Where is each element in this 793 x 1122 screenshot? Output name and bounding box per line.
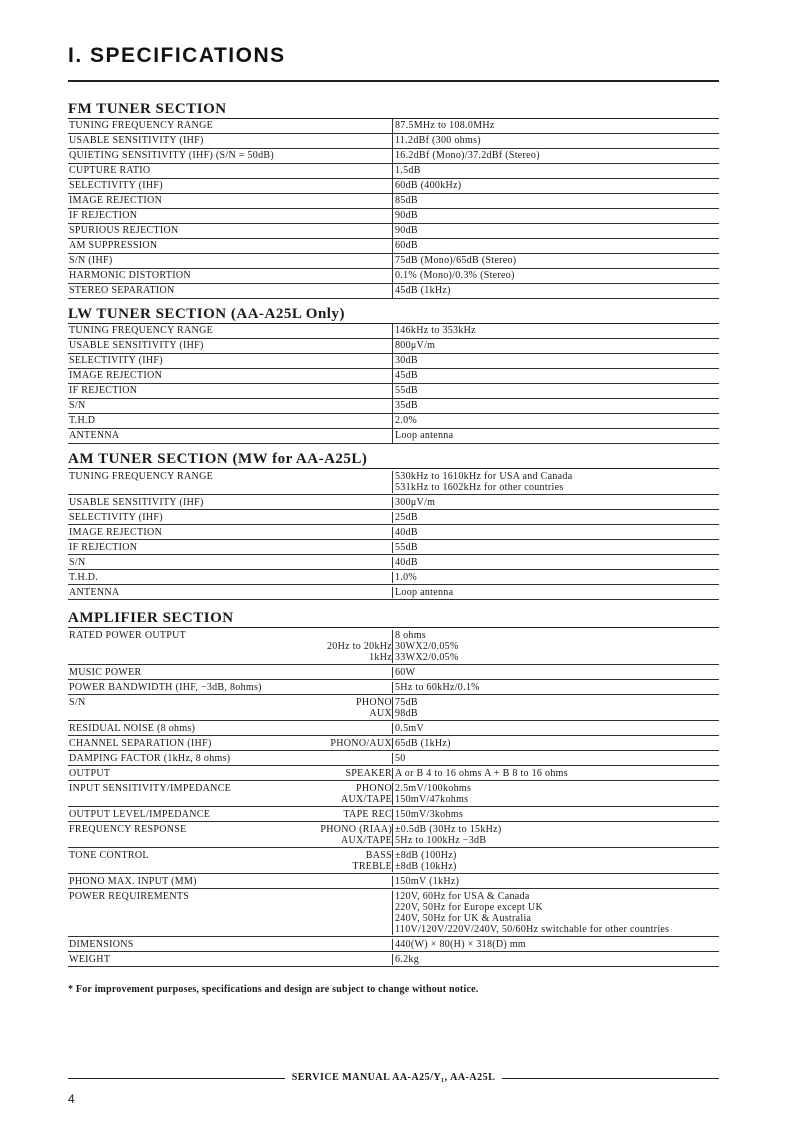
spec-label-cell: [68, 224, 392, 238]
spec-value: 33WX2/0.05%: [395, 652, 459, 663]
spec-row: [68, 628, 719, 665]
spec-value: 75dB (Mono)/65dB (Stereo): [395, 255, 517, 266]
spec-row: [68, 721, 719, 736]
spec-value: 60dB (400kHz): [395, 180, 462, 191]
spec-label: SELECTIVITY (IHF): [69, 512, 163, 523]
spec-label-cell: [68, 134, 392, 148]
spec-value-cell: [392, 824, 719, 846]
spec-label: T.H.D.: [69, 572, 99, 583]
spec-label: ANTENNA: [69, 587, 120, 598]
spec-row: [68, 848, 719, 874]
spec-condition-group: [345, 768, 392, 779]
footnote: * For improvement purposes, specifications and design are subject to change without notice.: [68, 984, 479, 995]
spec-value-cell: [392, 682, 719, 693]
spec-label: IF REJECTION: [69, 542, 138, 553]
spec-table: [68, 119, 719, 299]
footer-text: SERVICE MANUAL AA-A25/Y₁, AA-A25L: [291, 1072, 496, 1083]
spec-value-cell: [392, 876, 719, 887]
spec-value: 150mV/47kohms: [395, 794, 469, 805]
spec-value-cell: [392, 194, 719, 208]
spec-value: 240V, 50Hz for UK & Australia: [395, 913, 532, 924]
spec-value-cell: [392, 587, 719, 598]
spec-value: 110V/120V/220V/240V, 50/60Hz switchable for other countries: [395, 924, 670, 935]
spec-row: [68, 766, 719, 781]
spec-condition-group: [327, 630, 392, 663]
spec-label-cell: [68, 939, 392, 950]
spec-label: T.H.D: [69, 415, 96, 426]
spec-row: [68, 399, 719, 414]
spec-row: [68, 164, 719, 179]
spec-label-cell: [68, 512, 392, 523]
spec-value-cell: [392, 179, 719, 193]
spec-condition: PHONO (RIAA): [320, 824, 392, 835]
spec-label-cell: [68, 269, 392, 283]
spec-value-cell: [392, 429, 719, 443]
spec-label: RESIDUAL NOISE (8 ohms): [69, 723, 196, 734]
spec-label: USABLE SENSITIVITY (IHF): [69, 497, 204, 508]
spec-condition: BASS: [365, 850, 392, 861]
spec-condition: AUX/TAPE: [340, 835, 392, 846]
page-title: I. SPECIFICATIONS: [68, 44, 286, 67]
page-footer: [68, 1072, 719, 1086]
spec-value-cell: [392, 414, 719, 428]
spec-condition: PHONO: [356, 783, 392, 794]
spec-label-cell: [68, 723, 392, 734]
spec-value-cell: [392, 269, 719, 283]
spec-label: RATED POWER OUTPUT: [69, 630, 187, 641]
spec-condition: SPEAKER: [345, 768, 392, 779]
spec-value-cell: [392, 254, 719, 268]
spec-label-cell: [68, 954, 392, 965]
spec-row: [68, 149, 719, 164]
spec-value-cell: [392, 134, 719, 148]
spec-value: 220V, 50Hz for Europe except UK: [395, 902, 543, 913]
spec-label-cell: [68, 399, 392, 413]
spec-row: [68, 874, 719, 889]
spec-value: 16.2dBf (Mono)/37.2dBf (Stereo): [395, 150, 540, 161]
spec-row: [68, 570, 719, 585]
spec-label-cell: [68, 809, 392, 820]
spec-value: 30WX2/0.05%: [395, 641, 459, 652]
spec-value-cell: [392, 723, 719, 734]
spec-row: [68, 209, 719, 224]
spec-value-cell: [392, 149, 719, 163]
spec-value-cell: [392, 768, 719, 779]
spec-label: FREQUENCY RESPONSE: [69, 824, 187, 835]
spec-value-cell: [392, 384, 719, 398]
spec-row: [68, 937, 719, 952]
spec-value-cell: [392, 527, 719, 538]
spec-label-cell: [68, 369, 392, 383]
spec-label: IF REJECTION: [69, 210, 138, 221]
spec-value-cell: [392, 324, 719, 338]
spec-row: [68, 525, 719, 540]
spec-value-cell: [392, 572, 719, 583]
spec-label-cell: [68, 891, 392, 935]
spec-label: USABLE SENSITIVITY (IHF): [69, 135, 204, 146]
spec-value: 1.0%: [395, 572, 418, 583]
spec-label: OUTPUT LEVEL/IMPEDANCE: [69, 809, 211, 820]
spec-row: [68, 284, 719, 299]
spec-label-cell: [68, 164, 392, 178]
spec-condition: AUX/TAPE: [340, 794, 392, 805]
spec-condition: 20Hz to 20kHz: [327, 641, 392, 652]
spec-label-cell: [68, 429, 392, 443]
spec-label-cell: [68, 119, 392, 133]
spec-row: [68, 469, 719, 495]
spec-row: [68, 239, 719, 254]
spec-label: DIMENSIONS: [69, 939, 134, 950]
spec-value: ±0.5dB (30Hz to 15kHz): [395, 824, 502, 835]
spec-label-cell: [68, 239, 392, 253]
spec-value-cell: [392, 738, 719, 749]
spec-value: 150mV (1kHz): [395, 876, 460, 887]
spec-value: 35dB: [395, 400, 418, 411]
spec-value-cell: [392, 284, 719, 298]
spec-row: [68, 179, 719, 194]
spec-row: [68, 555, 719, 570]
spec-label-cell: [68, 850, 392, 872]
page-number: 4: [68, 1092, 75, 1106]
spec-value: 6.2kg: [395, 954, 419, 965]
spec-label: STEREO SEPARATION: [69, 285, 175, 296]
spec-row: [68, 665, 719, 680]
spec-label-cell: [68, 209, 392, 223]
spec-value: 146kHz to 353kHz: [395, 325, 476, 336]
spec-value: 440(W) × 80(H) × 318(D) mm: [395, 939, 526, 950]
spec-value-cell: [392, 512, 719, 523]
spec-value: 60dB: [395, 240, 418, 251]
spec-table: [68, 324, 719, 444]
spec-value-cell: [392, 697, 719, 719]
spec-value: A or B 4 to 16 ohms A + B 8 to 16 ohms: [395, 768, 568, 779]
spec-condition: TREBLE: [352, 861, 392, 872]
spec-label-cell: [68, 667, 392, 678]
spec-row: [68, 369, 719, 384]
footer-rule-right: [502, 1078, 719, 1079]
spec-condition: PHONO/AUX: [330, 738, 392, 749]
spec-label: SELECTIVITY (IHF): [69, 355, 163, 366]
spec-value: 1.5dB: [395, 165, 421, 176]
spec-label-cell: [68, 179, 392, 193]
spec-condition-group: [343, 809, 392, 820]
spec-value: ±8dB (100Hz): [395, 850, 457, 861]
spec-row: [68, 781, 719, 807]
spec-label: POWER REQUIREMENTS: [69, 891, 190, 902]
spec-value: 90dB: [395, 210, 418, 221]
spec-label-cell: [68, 149, 392, 163]
spec-label-cell: [68, 587, 392, 598]
spec-row: [68, 354, 719, 369]
spec-label-cell: [68, 384, 392, 398]
spec-label: USABLE SENSITIVITY (IHF): [69, 340, 204, 351]
spec-label: S/N: [69, 400, 86, 411]
spec-value: 40dB: [395, 527, 418, 538]
spec-value: 30dB: [395, 355, 418, 366]
spec-label: QUIETING SENSITIVITY (IHF) (S/N = 50dB): [69, 150, 275, 161]
spec-label: WEIGHT: [69, 954, 111, 965]
spec-label-cell: [68, 682, 392, 693]
spec-label-cell: [68, 572, 392, 583]
spec-row: [68, 324, 719, 339]
spec-condition: 1kHz: [369, 652, 392, 663]
spec-condition: PHONO: [356, 697, 392, 708]
spec-value: 60W: [395, 667, 416, 678]
spec-value-cell: [392, 239, 719, 253]
spec-condition-group: [341, 783, 392, 805]
spec-label-cell: [68, 194, 392, 208]
spec-value: 2.5mV/100kohms: [395, 783, 472, 794]
spec-label: SPURIOUS REJECTION: [69, 225, 179, 236]
spec-row: [68, 254, 719, 269]
spec-row: [68, 429, 719, 444]
spec-label-cell: [68, 783, 392, 805]
spec-value-cell: [392, 630, 719, 663]
spec-value: 150mV/3kohms: [395, 809, 464, 820]
spec-value: Loop antenna: [395, 430, 454, 441]
spec-value: 531kHz to 1602kHz for other countries: [395, 482, 564, 493]
spec-value: 8 ohms: [395, 630, 426, 641]
spec-value: 90dB: [395, 225, 418, 236]
spec-condition: [327, 630, 392, 641]
spec-value-cell: [392, 667, 719, 678]
spec-value-cell: [392, 354, 719, 368]
spec-condition-group: [330, 738, 392, 749]
spec-label: POWER BANDWIDTH (IHF, −3dB, 8ohms): [69, 682, 262, 693]
spec-row: [68, 384, 719, 399]
spec-condition-group: [320, 824, 392, 846]
spec-label: S/N (IHF): [69, 255, 113, 266]
spec-label: SELECTIVITY (IHF): [69, 180, 163, 191]
spec-label: IMAGE REJECTION: [69, 527, 163, 538]
spec-value: 5Hz to 100kHz −3dB: [395, 835, 487, 846]
spec-value: 85dB: [395, 195, 418, 206]
spec-row: [68, 695, 719, 721]
spec-label-cell: [68, 876, 392, 887]
spec-label: S/N: [69, 697, 86, 708]
spec-value: 75dB: [395, 697, 418, 708]
spec-row: [68, 119, 719, 134]
spec-value: 800μV/m: [395, 340, 436, 351]
spec-value: 120V, 60Hz for USA & Canada: [395, 891, 530, 902]
spec-value-cell: [392, 369, 719, 383]
spec-label: PHONO MAX. INPUT (MM): [69, 876, 197, 887]
spec-condition: AUX: [369, 708, 392, 719]
spec-row: [68, 339, 719, 354]
spec-row: [68, 269, 719, 284]
spec-value: 45dB (1kHz): [395, 285, 451, 296]
spec-label: TUNING FREQUENCY RANGE: [69, 325, 214, 336]
spec-value-cell: [392, 753, 719, 764]
spec-label-cell: [68, 542, 392, 553]
spec-label: MUSIC POWER: [69, 667, 142, 678]
spec-label: TONE CONTROL: [69, 850, 149, 861]
spec-row: [68, 495, 719, 510]
spec-label-cell: [68, 697, 392, 719]
spec-condition-group: [356, 697, 392, 719]
am-tuner-section: [68, 450, 719, 600]
spec-row: [68, 510, 719, 525]
spec-row: [68, 736, 719, 751]
spec-label-cell: [68, 471, 392, 493]
spec-label-cell: [68, 284, 392, 298]
spec-label: TUNING FREQUENCY RANGE: [69, 471, 214, 482]
spec-value-cell: [392, 954, 719, 965]
spec-label: DAMPING FACTOR (1kHz, 8 ohms): [69, 753, 231, 764]
spec-value: 25dB: [395, 512, 418, 523]
spec-value: 55dB: [395, 542, 418, 553]
spec-label: IF REJECTION: [69, 385, 138, 396]
spec-label: CUPTURE RATIO: [69, 165, 151, 176]
spec-value-cell: [392, 164, 719, 178]
spec-row: [68, 194, 719, 209]
spec-value-cell: [392, 339, 719, 353]
spec-value-cell: [392, 850, 719, 872]
spec-value-cell: [392, 783, 719, 805]
spec-value: ±8dB (10kHz): [395, 861, 457, 872]
lw-tuner-section: [68, 305, 719, 444]
spec-label: OUTPUT: [69, 768, 111, 779]
footer-rule-left: [68, 1078, 285, 1079]
spec-label-cell: [68, 527, 392, 538]
spec-label: CHANNEL SEPARATION (IHF): [69, 738, 212, 749]
spec-label-cell: [68, 753, 392, 764]
spec-label-cell: [68, 354, 392, 368]
spec-value: 50: [395, 753, 406, 764]
spec-label-cell: [68, 557, 392, 568]
spec-row: [68, 585, 719, 600]
spec-label: HARMONIC DISTORTION: [69, 270, 191, 281]
spec-label: AM SUPPRESSION: [69, 240, 158, 251]
spec-value-cell: [392, 471, 719, 493]
spec-value: 45dB: [395, 370, 418, 381]
spec-value-cell: [392, 891, 719, 935]
spec-label-cell: [68, 414, 392, 428]
spec-label-cell: [68, 497, 392, 508]
spec-label: ANTENNA: [69, 430, 120, 441]
spec-condition: TAPE REC: [343, 809, 392, 820]
section-title: AMPLIFIER SECTION: [68, 609, 719, 628]
spec-value: 55dB: [395, 385, 418, 396]
spec-value: Loop antenna: [395, 587, 454, 598]
spec-row: [68, 134, 719, 149]
spec-row: [68, 540, 719, 555]
title-rule: [68, 80, 719, 82]
spec-table: [68, 469, 719, 600]
spec-table: [68, 628, 719, 967]
spec-row: [68, 751, 719, 766]
spec-value-cell: [392, 939, 719, 950]
spec-label-cell: [68, 254, 392, 268]
spec-row: [68, 889, 719, 937]
spec-row: [68, 822, 719, 848]
spec-value: 0.5mV: [395, 723, 424, 734]
spec-value: 40dB: [395, 557, 418, 568]
spec-value: 65dB (1kHz): [395, 738, 451, 749]
section-title: AM TUNER SECTION (MW for AA-A25L): [68, 450, 719, 469]
spec-label: S/N: [69, 557, 86, 568]
spec-label: IMAGE REJECTION: [69, 195, 163, 206]
spec-label-cell: [68, 339, 392, 353]
spec-value: 98dB: [395, 708, 418, 719]
spec-label-cell: [68, 768, 392, 779]
spec-value-cell: [392, 497, 719, 508]
spec-value: 530kHz to 1610kHz for USA and Canada: [395, 471, 573, 482]
section-title: LW TUNER SECTION (AA-A25L Only): [68, 305, 719, 324]
spec-row: [68, 680, 719, 695]
spec-row: [68, 952, 719, 967]
spec-label: TUNING FREQUENCY RANGE: [69, 120, 214, 131]
spec-label-cell: [68, 630, 392, 663]
spec-row: [68, 224, 719, 239]
spec-value-cell: [392, 809, 719, 820]
spec-value-cell: [392, 399, 719, 413]
spec-value-cell: [392, 542, 719, 553]
spec-condition-group: [352, 850, 392, 872]
spec-row: [68, 807, 719, 822]
spec-value: 300μV/m: [395, 497, 436, 508]
amplifier-section: [68, 609, 719, 967]
fm-tuner-section: [68, 100, 719, 299]
spec-value-cell: [392, 224, 719, 238]
spec-value: 0.1% (Mono)/0.3% (Stereo): [395, 270, 515, 281]
spec-label: INPUT SENSITIVITY/IMPEDANCE: [69, 783, 232, 794]
spec-label-cell: [68, 738, 392, 749]
spec-value: 87.5MHz to 108.0MHz: [395, 120, 495, 131]
spec-label-cell: [68, 324, 392, 338]
spec-value-cell: [392, 557, 719, 568]
spec-value: 11.2dBf (300 ohms): [395, 135, 481, 146]
spec-label: IMAGE REJECTION: [69, 370, 163, 381]
spec-value-cell: [392, 209, 719, 223]
spec-label-cell: [68, 824, 392, 846]
section-title: FM TUNER SECTION: [68, 100, 719, 119]
spec-value: 5Hz to 60kHz/0.1%: [395, 682, 480, 693]
spec-row: [68, 414, 719, 429]
spec-value-cell: [392, 119, 719, 133]
spec-value: 2.0%: [395, 415, 418, 426]
